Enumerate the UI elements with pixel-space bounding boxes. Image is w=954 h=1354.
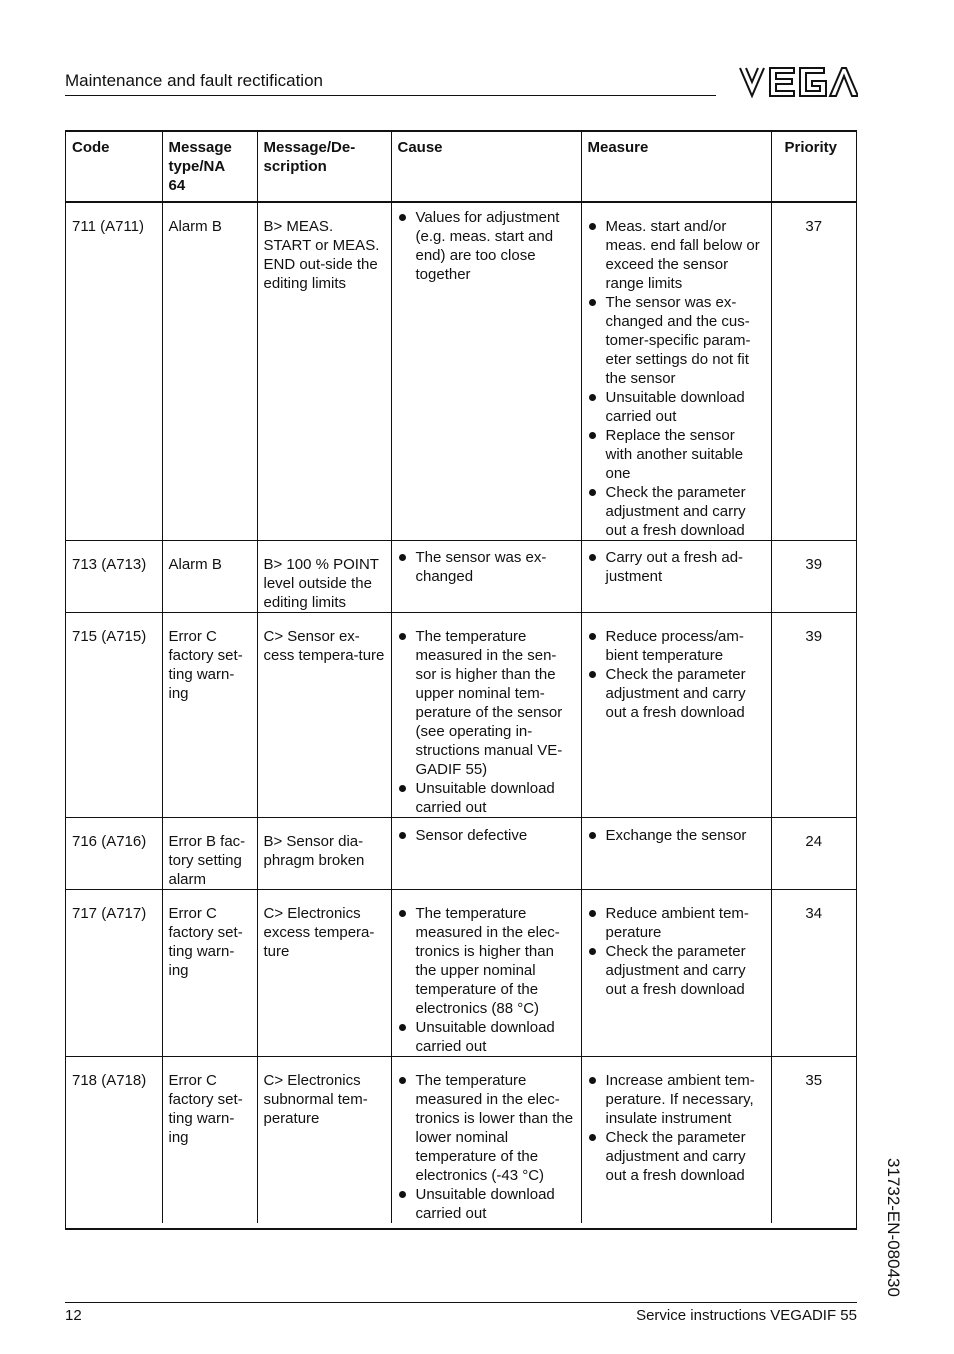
table-row [66,1057,856,1224]
table-header-row [66,132,856,202]
cell-measure [581,890,771,1057]
cell-cause [391,890,581,1057]
column-header-message-type: Message type/NA 64 [162,132,257,202]
measure-item: Check the parameter adjustment and carry out a fresh download [588,942,765,999]
footer-document-title: Service instructions VEGADIF 55 [636,1307,857,1324]
column-header-code: Code [66,132,162,202]
measure-list [588,627,765,722]
cell-message: B> MEAS. START or MEAS. END out-side the editing limits [257,202,391,541]
measure-item: Carry out a fresh ad-justment [588,548,765,586]
cell-priority: 37 [771,202,856,541]
cell-priority: 34 [771,890,856,1057]
cause-item: Unsuitable download carried out [398,1185,575,1223]
cell-priority: 39 [771,613,856,818]
measure-item: Meas. start and/or meas. end fall below or exceed the sensor range limits [588,217,765,293]
table-row [66,202,856,541]
cell-code: 711 (A711) [66,202,162,541]
cell-message-type: Alarm B [162,541,257,613]
cause-list [398,1071,575,1223]
measure-item: Check the parameter adjustment and carry out a fresh download [588,483,765,540]
table-row [66,613,856,818]
cell-code: 716 (A716) [66,818,162,890]
cell-measure [581,613,771,818]
measure-item: Exchange the sensor [588,826,765,845]
cell-message-type: Error C factory set-ting warn-ing [162,613,257,818]
cause-item: Unsuitable download carried out [398,1018,575,1056]
cell-message: C> Electronics subnormal tem-perature [257,1057,391,1224]
table-row [66,818,856,890]
cause-item: Values for adjustment (e.g. meas. start and end) are too close together [398,208,575,284]
column-header-cause: Cause [391,132,581,202]
measure-item: Reduce ambient tem-perature [588,904,765,942]
cell-measure [581,541,771,613]
cell-message: C> Electronics excess tempera-ture [257,890,391,1057]
cause-item: Sensor defective [398,826,575,845]
fault-table [66,132,856,1223]
cell-code: 718 (A718) [66,1057,162,1224]
cell-code: 713 (A713) [66,541,162,613]
cause-list [398,548,575,586]
cause-item: The temperature measured in the sen-sor is higher than the upper nominal tem-perature of the sensor (see operating in-structions manual VE-GADIF 55) [398,627,575,779]
measure-list [588,548,765,586]
cause-list [398,904,575,1056]
cell-message: B> 100 % POINT level outside the editing limits [257,541,391,613]
cell-code: 717 (A717) [66,890,162,1057]
cause-list [398,208,575,284]
cell-cause [391,541,581,613]
cell-cause [391,613,581,818]
cell-cause [391,202,581,541]
cause-item: The sensor was ex-changed [398,548,575,586]
document-id: 31732-EN-080430 [884,1158,903,1297]
table-row [66,890,856,1057]
vega-logo [738,64,858,100]
page-number: 12 [65,1307,82,1324]
cell-priority: 24 [771,818,856,890]
measure-item: Increase ambient tem-perature. If necessary, insulate instrument [588,1071,765,1128]
column-header-measure: Measure [581,132,771,202]
cell-message-type: Error B fac-tory setting alarm [162,818,257,890]
header-rule [65,95,716,96]
measure-item: Check the parameter adjustment and carry out a fresh download [588,665,765,722]
measure-item: Unsuitable download carried out [588,388,765,426]
cause-list [398,826,575,845]
cell-message: C> Sensor ex-cess tempera-ture [257,613,391,818]
cell-message-type: Error C factory set-ting warn-ing [162,1057,257,1224]
cause-item: The temperature measured in the elec-tronics is higher than the upper nominal temperature of the electronics (88 °C) [398,904,575,1018]
column-header-message-description: Message/De- scription [257,132,391,202]
measure-item: Check the parameter adjustment and carry out a fresh download [588,1128,765,1185]
footer-rule [65,1302,857,1303]
measure-item: Replace the sensor with another suitable one [588,426,765,483]
cell-measure [581,202,771,541]
measure-item: Reduce process/am-bient temperature [588,627,765,665]
cell-message-type: Alarm B [162,202,257,541]
cause-item: The temperature measured in the elec-tronics is lower than the lower nominal temperature of the electronics (-43 °C) [398,1071,575,1185]
cell-cause [391,818,581,890]
measure-list [588,826,765,845]
cell-priority: 35 [805,1072,823,1089]
column-header-priority: Priority [771,132,856,202]
cell-code: 715 (A715) [66,613,162,818]
cause-list [398,627,575,817]
measure-list [588,217,765,540]
measure-list [588,1071,765,1185]
table-row [66,541,856,613]
cell-message: B> Sensor dia-phragm broken [257,818,391,890]
cell-measure [581,818,771,890]
cell-message-type: Error C factory set-ting warn-ing [162,890,257,1057]
measure-list [588,904,765,999]
measure-item: The sensor was ex-changed and the cus-tomer-specific param-eter settings do not fit the sensor [588,293,765,388]
cell-cause [391,1057,581,1224]
cell-measure [581,1057,771,1224]
cause-item: Unsuitable download carried out [398,779,575,817]
section-title: Maintenance and fault rectification [65,71,323,90]
fault-table-frame [65,130,857,1230]
cell-priority: 39 [771,541,856,613]
